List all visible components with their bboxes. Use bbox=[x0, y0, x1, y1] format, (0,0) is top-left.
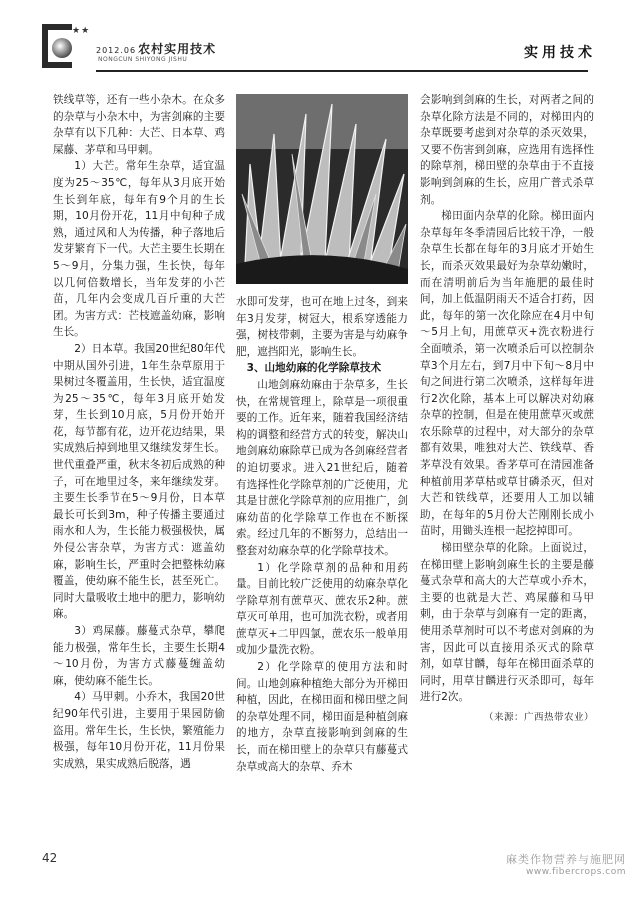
watermark-site-name: 麻类作物营养与施肥网 bbox=[506, 853, 626, 866]
article-source: （来源：广西热带农业） bbox=[483, 711, 594, 723]
article-paragraph: 4）马甲刺。小乔木，我国20世纪90年代引进，主要用于果园防偷盗用。常年生长，生长快，繁殖能力极强，每年10月份开花，11月份果实成熟，果实成熟后脱落，遇 bbox=[53, 691, 225, 770]
article-paragraph: 2）化学除草的使用方法和时间。山地剑麻种植绝大部分为开梯田种植，因此，在梯田面和梯田壁之间的杂草处理不同，梯田面是种植剑麻的地方，杂草直接影响到剑麻的生长，而在梯田壁上的杂草只有藤蔓式杂草或高大的杂草、乔木 bbox=[236, 661, 408, 773]
section-title: 实用技术 bbox=[524, 45, 596, 61]
agave-plant-illustration bbox=[236, 94, 408, 284]
journal-name: 农村实用技术 bbox=[138, 42, 217, 56]
page-header bbox=[0, 0, 640, 88]
journal-title bbox=[96, 40, 216, 57]
watermark-url: www.fibercrops.com bbox=[526, 867, 626, 877]
article-paragraph: 2）日本草。我国20世纪80年代中期从国外引进，1年生杂草原用于果树过冬覆盖用，生长快，适宜温度为25～35℃，每年3月底开始发芽，生长到10月底，5月份开始开花，每节都有花，边开花边结果，果实成熟后掉到地里又继续发芽生长。世代重叠严重，秋末冬初后成熟的种子，可在地里过冬，来年继续发芽。主要生长季节在5～9月份，日本草最长可长到3m，种子传播主要通过雨水和人为，生长能力极强极快，属外侵公害杂草，为害方式：遮盖幼麻，影响生长，严重时会把整株幼麻覆盖，使幼麻不能生长，甚至死亡。同时大量吸收土地中的肥力，影响幼麻。 bbox=[53, 342, 225, 621]
article-paragraph: 山地剑麻幼麻由于杂草多，生长快，在常规管理上，除草是一项很重要的工作。近年来，随着我国经济结构的调整和经营方式的转变，解决山地剑麻幼麻除草已成为各剑麻经营者的迫切要求。进入21世纪后，随着有选择性化学除草剂的广泛使用，尤其是甘蔗化学除草剂的应用推广，剑麻幼苗的化学除草工作也在不断探索。经过几年的不断努力，总结出一整套对幼麻杂草的化学除草技术。 bbox=[236, 378, 408, 557]
article-paragraph: 1）化学除草剂的品种和用药量。目前比较广泛使用的幼麻杂草化学除草剂有蔗草灭、蔗农乐2种。蔗草灭可单用，也可加洗衣粉，或者用蔗草灭+二甲四氯，蔗农乐一般单用或加少量洗衣粉。 bbox=[236, 561, 408, 657]
article-paragraph: 梯田面内杂草的化除。梯田面内杂草每年冬季清园后比较干净，一般杂草生长都在每年的3月底才开始生长，而杀灭效果最好为杂草幼嫩时，而在清明前后为当年施肥的最佳时间，加上低温阴雨天不适合打药，因此，每年的第一次化除应在4月中旬～5月上旬，用蔗草灭+洗衣粉进行全面喷杀，第一次喷杀后可以控制杂草3个月左右，到7月中下旬～8月中旬之间进行第二次喷杀，这样每年进行2次化除，基本上可以解决对幼麻杂草的控制，但是在使用蔗草灭或蔗农乐除草的过程中，对大部分的杂草都有效果，唯独对大芒、铁线草、香茅草没有效果。香茅草可在清园准备种植前用茅草枯或草甘磷杀灭，但对大芒和铁线草，还要用人工加以辅助，在每年的5月份大芒刚刚长成小苗时，用锄头连根一起挖掉即可。 bbox=[420, 210, 594, 538]
article-paragraph: 1）大芒。常年生杂草，适宜温度为25～35℃，每年从3月底开始生长到年底，每年有9个月的生长期，10月份开花，11月中旬种子成熟，通过风和人为传播，种子落地后发芽繁育下一代。大芒主要生长期在5～9月，分集力强，生长快，每年以几何倍数增长，当年发芽的小芒苗，几年内会变成几百斤重的大芒团。为害方式：芒枝遮盖幼麻，影响生长。 bbox=[53, 160, 225, 339]
header-divider bbox=[96, 70, 588, 72]
journal-logo-icon bbox=[42, 24, 72, 68]
article-paragraph: 铁线草等，还有一些小杂木。在众多的杂草与小杂木中，为害剑麻的主要杂草有以下几种：大芒、日本草、鸡屎藤、茅草和马甲刺。 bbox=[53, 94, 225, 156]
issue-number: 2012.06 bbox=[96, 46, 137, 55]
article-paragraph: 会影响到剑麻的生长，对两者之间的杂草化除方法是不同的，对梯田内的杂草既要考虑到对杂草的杀灭效果，又要不伤害到剑麻，应选用有选择性的除草剂，梯田壁的杂草由于不直接影响到剑麻的生长，应用广普式杀草剂。 bbox=[420, 94, 594, 206]
article-paragraph: 3）鸡屎藤。藤蔓式杂草，攀爬能力极强，常年生长，主要生长期4～10月份，为害方式藤蔓缠盖幼麻，使幼麻不能生长。 bbox=[53, 625, 225, 687]
agave-plant-photo bbox=[236, 94, 408, 284]
page-number: 42 bbox=[42, 851, 58, 865]
article-column-1 bbox=[53, 92, 225, 772]
journal-pinyin: NONGCUN SHIYONG JISHU bbox=[98, 56, 188, 63]
article-paragraph: 水即可发芽，也可在地上过冬，到来年3月发芽，树冠大，根系穿透能力强，树枝带刺，主要为害是与幼麻争肥，遮挡阳光，影响生长。 bbox=[236, 296, 408, 358]
site-watermark bbox=[506, 851, 626, 877]
logo-stars-icon: ★★ bbox=[72, 26, 91, 36]
section-heading: 3、山地幼麻的化学除草技术 bbox=[246, 362, 382, 375]
article-column-3 bbox=[420, 92, 594, 727]
article-column-2 bbox=[236, 294, 408, 775]
article-paragraph: 梯田壁杂草的化除。上面说过，在梯田壁上影响剑麻生长的主要是藤蔓式杂草和高大的大芒草或小乔木，主要的也就是大芒、鸡屎藤和马甲刺，由于杂草与剑麻有一定的距离，使用杀草剂时可以不考虑对剑麻的为害，因此可以直接用杀灭式的除草剂，如草甘麟，每年在梯田面杀草的同时，用草甘麟进行灭杀即可，每年进行2次。 bbox=[420, 542, 594, 704]
